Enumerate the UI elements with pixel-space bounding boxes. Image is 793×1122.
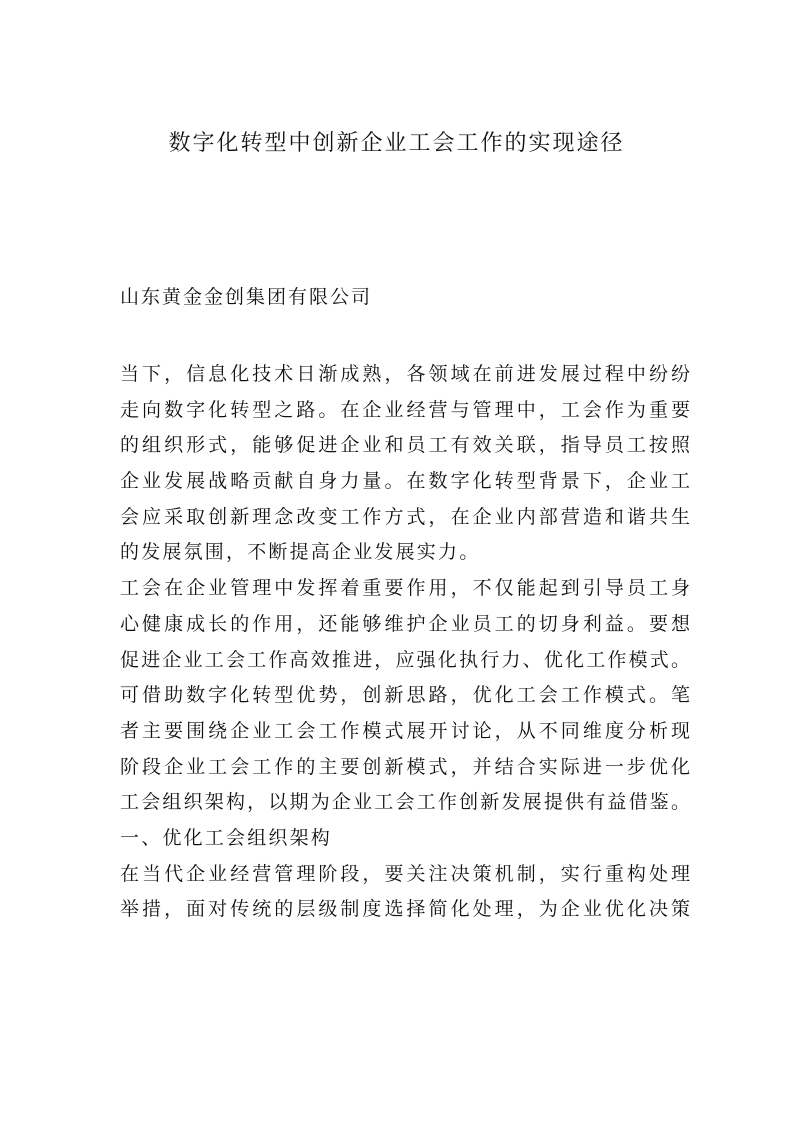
body-line: 促进企业工会工作高效推进，应强化执行力、优化工作模式。 bbox=[120, 648, 690, 671]
body-line: 心健康成长的作用，还能够维护企业员工的切身利益。要想 bbox=[120, 612, 690, 635]
body-line: 工会组织架构，以期为企业工会工作创新发展提供有益借鉴。 bbox=[120, 791, 690, 814]
section-heading: 一、优化工会组织架构 bbox=[120, 826, 333, 849]
body-line: 工会在企业管理中发挥着重要作用，不仅能起到引导员工身 bbox=[120, 577, 690, 600]
body-line: 可借助数字化转型优势，创新思路，优化工会工作模式。笔 bbox=[120, 684, 690, 707]
document-body bbox=[120, 357, 690, 928]
body-line: 的发展氛围，不断提高企业发展实力。 bbox=[120, 541, 481, 564]
body-line: 企业发展战略贡献自身力量。在数字化转型背景下，企业工 bbox=[120, 470, 690, 493]
body-line: 阶段企业工会工作的主要创新模式，并结合实际进一步优化 bbox=[120, 755, 690, 778]
body-line: 的组织形式，能够促进企业和员工有效关联，指导员工按照 bbox=[120, 434, 690, 457]
body-line: 走向数字化转型之路。在企业经营与管理中，工会作为重要 bbox=[120, 398, 690, 421]
body-line: 当下，信息化技术日渐成熟，各领域在前进发展过程中纷纷 bbox=[120, 363, 690, 385]
document-title: 数字化转型中创新企业工会工作的实现途径 bbox=[168, 131, 625, 156]
body-line: 举措，面对传统的层级制度选择简化处理，为企业优化决策 bbox=[120, 898, 690, 921]
body-line: 会应采取创新理念改变工作方式，在企业内部营造和谐共生 bbox=[120, 505, 690, 528]
body-line: 在当代企业经营管理阶段，要关注决策机制，实行重构处理 bbox=[120, 862, 690, 885]
document-author: 山东黄金金创集团有限公司 bbox=[120, 286, 373, 308]
body-line: 者主要围绕企业工会工作模式展开讨论，从不同维度分析现 bbox=[120, 719, 690, 742]
